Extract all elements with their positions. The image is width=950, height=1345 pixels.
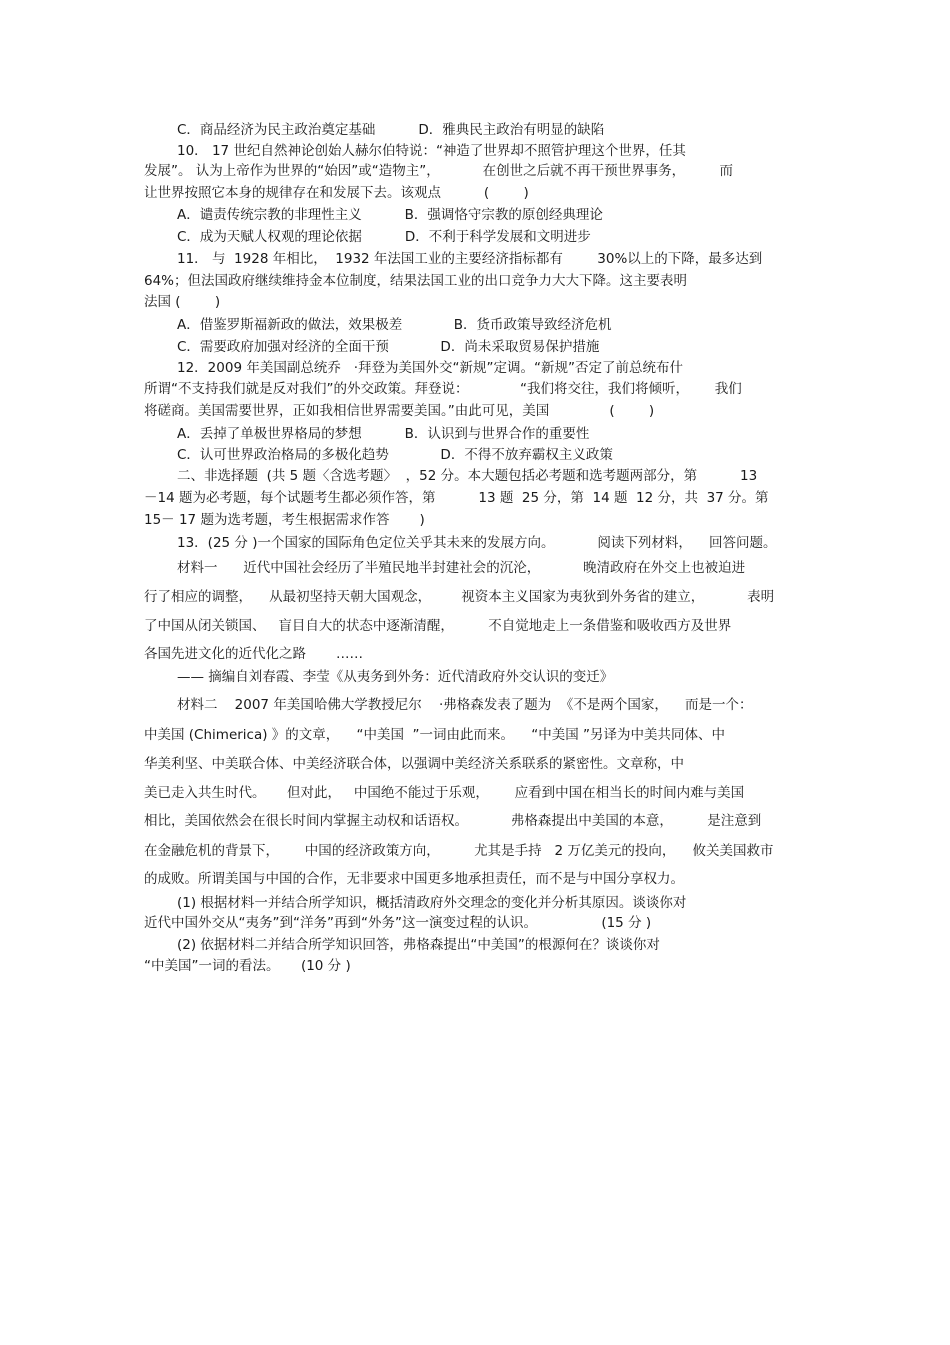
text-line: 10． 17 世纪自然神论创始人赫尔伯特说：“神造了世界却不照管护理这个世界，任其 [177, 143, 686, 159]
text-line: A．丢掉了单极世界格局的梦想 B．认识到与世界合作的重要性 [177, 426, 590, 442]
text-line: 相比，美国依然会在很长时间内掌握主动权和话语权。 弗格森提出中美国的本意， 是注意到 [144, 813, 762, 829]
text-line: —— 摘编自刘春霞、李莹《从夷务到外务：近代清政府外交认识的变迁》 [177, 669, 614, 685]
text-line: (2) 依据材料二并结合所学知识回答，弗格森提出“中美国”的根源何在？谈谈你对 [177, 937, 660, 953]
text-line: C．认可世界政治格局的多极化趋势 D．不得不放弃霸权主义政策 [177, 447, 613, 463]
text-line: C．需要政府加强对经济的全面干预 D．尚未采取贸易保护措施 [177, 339, 600, 355]
text-line: 中美国 (Chimerica) 》的文章， “中美国 ”一词由此而来。 “中美国 ”另译为中美共同体、中 [144, 727, 725, 743]
text-line: 法国 ( ) [144, 294, 221, 310]
text-line: 发展”。 认为上帝作为世界的“始因”或“造物主”， 在创世之后就不再干预世界事务， 而 [144, 163, 734, 179]
text-line: A．谴责传统宗教的非理性主义 B．强调恪守宗教的原创经典理论 [177, 207, 603, 223]
text-line: 二、非选择题 (共 5 题〈含选考题〉 ，52 分。本大题包括必考题和选考题两部分，第 13 [177, 468, 758, 484]
text-line: 各国先进文化的近代化之路 …… [144, 646, 364, 662]
text-line: －14 题为必考题，每个试题考生都必须作答，第 13 题 25 分，第 14 题 12 分，共 37 分。第 [144, 490, 769, 506]
text-line: C．商品经济为民主政治奠定基础 D．雅典民主政治有明显的缺陷 [177, 122, 605, 138]
text-line: 的成败。所谓美国与中国的合作，无非要求中国更多地承担责任，而不是与中国分享权力。 [144, 871, 684, 887]
text-line: 将磋商。美国需要世界，正如我相信世界需要美国。”由此可见，美国 ( ) [144, 403, 655, 419]
text-line: A．借鉴罗斯福新政的做法，效果极差 B．货币政策导致经济危机 [177, 317, 612, 333]
text-line: “中美国”一词的看法。 (10 分 ) [144, 958, 351, 974]
text-line: 了中国从闭关锁国、 盲目自大的状态中逐渐清醒， 不自觉地走上一条借鉴和吸收西方及世界 [144, 618, 732, 634]
text-line: 15－ 17 题为选考题，考生根据需求作答 ) [144, 512, 425, 528]
text-line: 材料一 近代中国社会经历了半殖民地半封建社会的沉沦， 晚清政府在外交上也被迫进 [177, 560, 746, 576]
text-line: 材料二 2007 年美国哈佛大学教授尼尔 ·弗格森发表了题为 《不是两个国家， 而是一个： [177, 697, 753, 713]
text-line: 在金融危机的背景下， 中国的经济政策方向， 尤其是手持 2 万亿美元的投向， 攸关美国救市 [144, 843, 774, 859]
text-line: 美已走入共生时代。 但对此， 中国绝不能过于乐观， 应看到中国在相当长的时间内难与美国 [144, 785, 745, 801]
text-line: 64%；但法国政府继续维持金本位制度，结果法国工业的出口竞争力大大下降。这主要表明 [144, 273, 688, 289]
text-line: 11． 与 1928 年相比， 1932 年法国工业的主要经济指标都有 30%以上的下降，最多达到 [177, 251, 763, 267]
text-line: 华美利坚、中美联合体、中美经济联合体，以强调中美经济关系联系的紧密性。文章称，中 [144, 756, 684, 772]
text-line: C．成为天赋人权观的理论依据 D．不利于科学发展和文明进步 [177, 229, 591, 245]
text-line: 所谓“不支持我们就是反对我们”的外交政策。拜登说： “我们将交往，我们将倾听， 我们 [144, 381, 742, 397]
text-line: 近代中国外交从“夷务”到“洋务”再到“外务”这一演变过程的认识。 (15 分 ) [144, 915, 652, 931]
text-line: 13．(25 分 )一个国家的国际角色定位关乎其未来的发展方向。 阅读下列材料， 回答问题。 [177, 535, 777, 551]
text-line: (1) 根据材料一并结合所学知识，概括清政府外交理念的变化并分析其原因。谈谈你对 [177, 895, 687, 911]
text-line: 行了相应的调整， 从最初坚持天朝大国观念， 视资本主义国家为夷狄到外务省的建立， 表明 [144, 589, 775, 605]
text-line: 让世界按照它本身的规律存在和发展下去。该观点 ( ) [144, 185, 529, 201]
text-line: 12．2009 年美国副总统乔 ·拜登为美国外交“新规”定调。“新规”否定了前总统布什 [177, 360, 683, 376]
